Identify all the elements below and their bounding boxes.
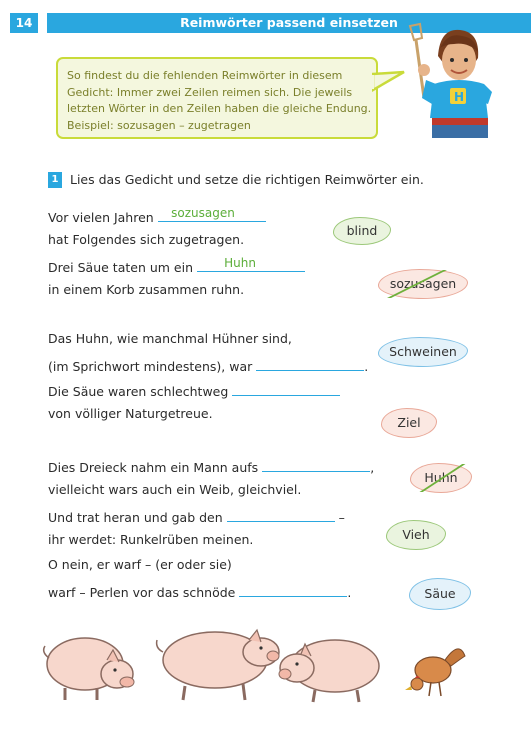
word-label: Huhn [424, 470, 458, 485]
word-card-ziel[interactable] [381, 408, 437, 438]
poem-line-10: vielleicht wars auch ein Weib, gleichviel. [48, 482, 302, 497]
poem-text: warf – Perlen vor das schnöde [48, 585, 236, 600]
page-number: 14 [10, 13, 38, 33]
poem-text: Und trat heran und gab den [48, 510, 223, 525]
word-card-blind[interactable] [333, 217, 391, 245]
strikethrough-icon [411, 464, 471, 492]
answer-blank-7[interactable] [239, 582, 347, 597]
poem-line-2: hat Folgendes sich zugetragen. [48, 232, 245, 247]
poem-line-13: O nein, er warf – (er oder sie) [48, 557, 232, 572]
poem-punct: , [370, 460, 375, 475]
poem-line-12: ihr werdet: Runkelrüben meinen. [48, 532, 254, 547]
poem-line-9 [48, 457, 374, 476]
poem-line-5: Das Huhn, wie manchmal Hühner sind, [48, 331, 292, 346]
hint-line-3: letzten Wörter in den Zeilen haben die gleiche Endung. [67, 102, 372, 115]
poem-text: Die Säue waren schlechtweg [48, 384, 229, 399]
hen-icon [405, 649, 465, 696]
poem-line-4: in einem Korb zusammen ruhn. [48, 282, 245, 297]
word-card-sozusagen[interactable] [378, 269, 468, 299]
filled-answer-2: Huhn [224, 256, 256, 270]
pig-icon [157, 630, 279, 700]
word-label: Schweinen [389, 344, 457, 359]
svg-text:H: H [454, 90, 465, 104]
answer-blank-4[interactable] [232, 381, 340, 396]
speech-bubble-tail-icon [372, 70, 406, 94]
poem-text: Vor vielen Jahren [48, 210, 154, 225]
poem-punct: . [347, 585, 352, 600]
answer-blank-3[interactable] [256, 356, 364, 371]
word-label: sozusagen [389, 276, 457, 291]
poem-punct: . [364, 359, 369, 374]
task-instruction: Lies das Gedicht und setze die richtigen Reimwörter ein. [70, 172, 424, 187]
task-number-badge: 1 [48, 172, 62, 188]
poem-line-14 [48, 582, 351, 601]
strikethrough-icon [379, 270, 467, 298]
poem-text: (im Sprichwort mindestens), war [48, 359, 253, 374]
word-card-saeue[interactable] [409, 578, 471, 610]
word-label: blind [346, 223, 378, 238]
pigs-and-hen-illustration [35, 612, 475, 707]
page-title: Reimwörter passend einsetzen [47, 13, 531, 33]
boy-mascot-icon [404, 18, 494, 138]
poem-text: Drei Säue taten um ein [48, 260, 194, 275]
poem-line-6 [48, 356, 368, 375]
poem-punct: – [338, 510, 345, 525]
pig-icon [44, 638, 134, 700]
poem-text: Dies Dreieck nahm ein Mann aufs [48, 460, 259, 475]
hint-box [56, 57, 378, 139]
poem-line-11 [48, 507, 345, 526]
poem-line-8: von völliger Naturgetreue. [48, 406, 213, 421]
hint-line-2: Gedicht: Immer zwei Zeilen reimen sich. Die jeweils [67, 85, 353, 99]
poem-line-7 [48, 381, 340, 400]
word-label: Säue [424, 586, 456, 601]
answer-blank-5[interactable] [262, 457, 370, 472]
filled-answer-1: sozusagen [171, 206, 235, 220]
pig-icon [279, 640, 379, 702]
word-card-schweinen[interactable] [378, 337, 468, 367]
hint-line-1: So findest du die fehlenden Reimwörter in diesem [67, 69, 343, 82]
word-card-huhn[interactable] [410, 463, 472, 493]
answer-blank-6[interactable] [227, 507, 335, 522]
word-label: Ziel [397, 415, 421, 430]
word-card-vieh[interactable] [386, 520, 446, 550]
hint-line-4: Beispiel: sozusagen – zugetragen [67, 118, 251, 132]
word-label: Vieh [402, 527, 430, 542]
